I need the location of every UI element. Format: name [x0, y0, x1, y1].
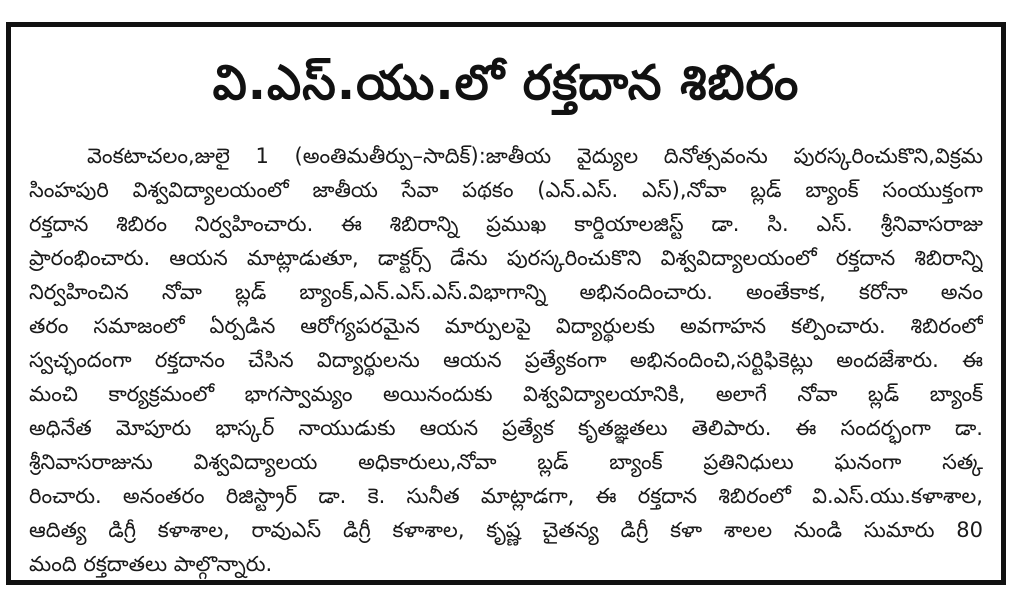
article-line: ఆదిత్య డిగ్రీ కళాశాల, రావుఎస్ డిగ్రీ కళాశాల, కృష్ణ చైతన్య డిగ్రీ కళా శాలల నుండి సుమారు 80 — [29, 518, 983, 542]
article-line: రక్తదాన శిబిరం నిర్వహించారు. ఈ శిబిరాన్ని ప్రముఖ కార్డియాలజిస్ట్ డా. సి. ఎస్. శ్రీనివాసరాజు — [29, 212, 983, 236]
article-line: శ్రీనివాసరాజును విశ్వవిద్యాలయ అధికారులు,నోవా బ్లడ్ బ్యాంక్ ప్రతినిధులు ఘనంగా సత్క — [29, 450, 983, 474]
article-line: తరం సమాజంలో ఏర్పడిన ఆరోగ్యపరమైన మార్పులపై విద్యార్థులకు అవగాహన కల్పించారు. శిబిరంలో — [29, 314, 983, 338]
article-headline: వి.ఎస్.యు.లో రక్తదాన శిబిరం — [212, 55, 800, 111]
article-line: అధినేత మోపూరు భాస్కర్ నాయుడుకు ఆయన ప్రత్యేక కృతజ్ఞతలు తెలిపారు. ఈ సందర్భంగా డా. — [29, 416, 983, 440]
article-line: సింహపురి విశ్వవిద్యాలయంలో జాతీయ సేవా పథకం (ఎన్.ఎస్. ఎస్),నోవా బ్లడ్ బ్యాంక్ సంయుక్తంగా — [29, 178, 983, 202]
article-line: రించారు. అనంతరం రిజిస్ట్రార్ డా. కె. సునీత మాట్లాడగా, ఈ రక్తదాన శిబిరంలో వి.ఎస్.యు.కళాశాల, — [29, 484, 983, 508]
article-line: వెంకటాచలం,జులై 1 (అంతిమతీర్పు–సాదిక్):జాతీయ వైద్యుల దినోత్సవంను పురస్కరించుకొని,విక్రమ — [87, 144, 983, 168]
article-frame — [6, 22, 1006, 585]
article-line: మంది రక్తదాతలు పాల్గొన్నారు. — [29, 552, 273, 576]
article-line: మంచి కార్యక్రమంలో భాగస్వామ్యం అయినందుకు విశ్వవిద్యాలయానికి, అలాగే నోవా బ్లడ్ బ్యాంక్ — [29, 382, 983, 406]
article-line: నిర్వహించిన నోవా బ్లడ్ బ్యాంక్,ఎన్.ఎస్.ఎస్.విభాగాన్ని అభినందించారు. అంతేకాక, కరోనా అనం — [29, 280, 983, 304]
article-line: స్వచ్ఛందంగా రక్తదానం చేసిన విద్యార్థులను ఆయన ప్రత్యేకంగా అభినందించి,సర్టిఫికెట్లు అందజేశారు. ఈ — [29, 348, 983, 372]
article-body — [29, 139, 983, 581]
article-line: ప్రారంభించారు. ఆయన మాట్లాడుతూ, డాక్టర్స్ డేను పురస్కరించుకొని విశ్వవిద్యాలయంలో రక్తదాన శిబిరాన్ని — [29, 246, 983, 270]
